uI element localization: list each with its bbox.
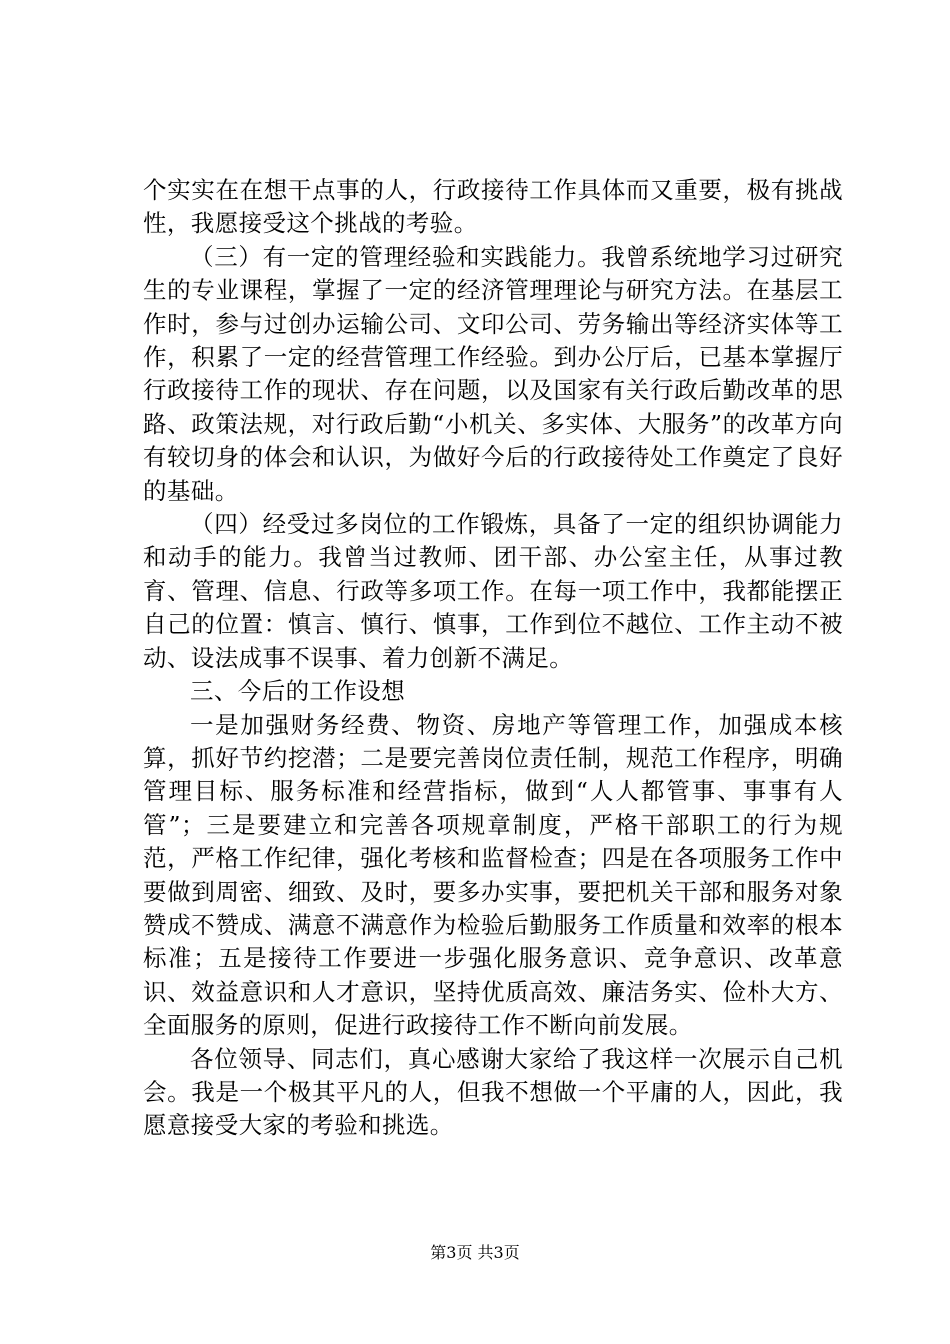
paragraph-section-3: （三）有一定的管理经验和实践能力。我曾系统地学习过研究生的专业课程，掌握了一定的经济管理理论与研究方法。在基层工作时，参与过创办运输公司、文印公司、劳务输出等经济实体等工作，积累了一定的经营管理工作经验。到办公厅后，已基本掌握厅行政接待工作的现状、存在问题，以及国家有关行政后勤改革的思路、政策法规，对行政后勤“小机关、多实体、大服务”的改革方向有较切身的体会和认识，为做好今后的行政接待处工作奠定了良好的基础。 — [143, 242, 843, 505]
paragraph-continuation: 个实实在在想干点事的人，行政接待工作具体而又重要，极有挑战性，我愿接受这个挑战的考验。 — [143, 176, 843, 238]
heading-future-plans: 三、今后的工作设想 — [190, 677, 406, 706]
page-number-footer: 第3页 共3页 — [430, 1243, 520, 1262]
paragraph-closing: 各位领导、同志们，真心感谢大家给了我这样一次展示自己机会。我是一个极其平凡的人，但我不想做一个平庸的人，因此，我愿意接受大家的考验和挑选。 — [143, 1044, 843, 1140]
paragraph-section-4: （四）经受过多岗位的工作锻炼，具备了一定的组织协调能力和动手的能力。我曾当过教师、团干部、办公室主任，从事过教育、管理、信息、行政等多项工作。在每一项工作中，我都能摆正自己的位置：慎言、慎行、慎事，工作到位不越位、工作主动不被动、设法成事不误事、着力创新不满足。 — [143, 510, 843, 672]
document-body — [143, 174, 843, 1143]
paragraph-plans: 一是加强财务经费、物资、房地产等管理工作，加强成本核算，抓好节约挖潜；二是要完善岗位责任制，规范工作程序，明确管理目标、服务标准和经营指标，做到“人人都管事、事事有人管”；三是要建立和完善各项规章制度，严格干部职工的行为规范，严格工作纪律，强化考核和监督检查；四是在各项服务工作中要做到周密、细致、及时，要多办实事，要把机关干部和服务对象赞成不赞成、满意不满意作为检验后勤服务工作质量和效率的根本标准；五是接待工作要进一步强化服务意识、竞争意识、改革意识、效益意识和人才意识，坚持优质高效、廉洁务实、俭朴大方、全面服务的原则，促进行政接待工作不断向前发展。 — [143, 710, 843, 1040]
